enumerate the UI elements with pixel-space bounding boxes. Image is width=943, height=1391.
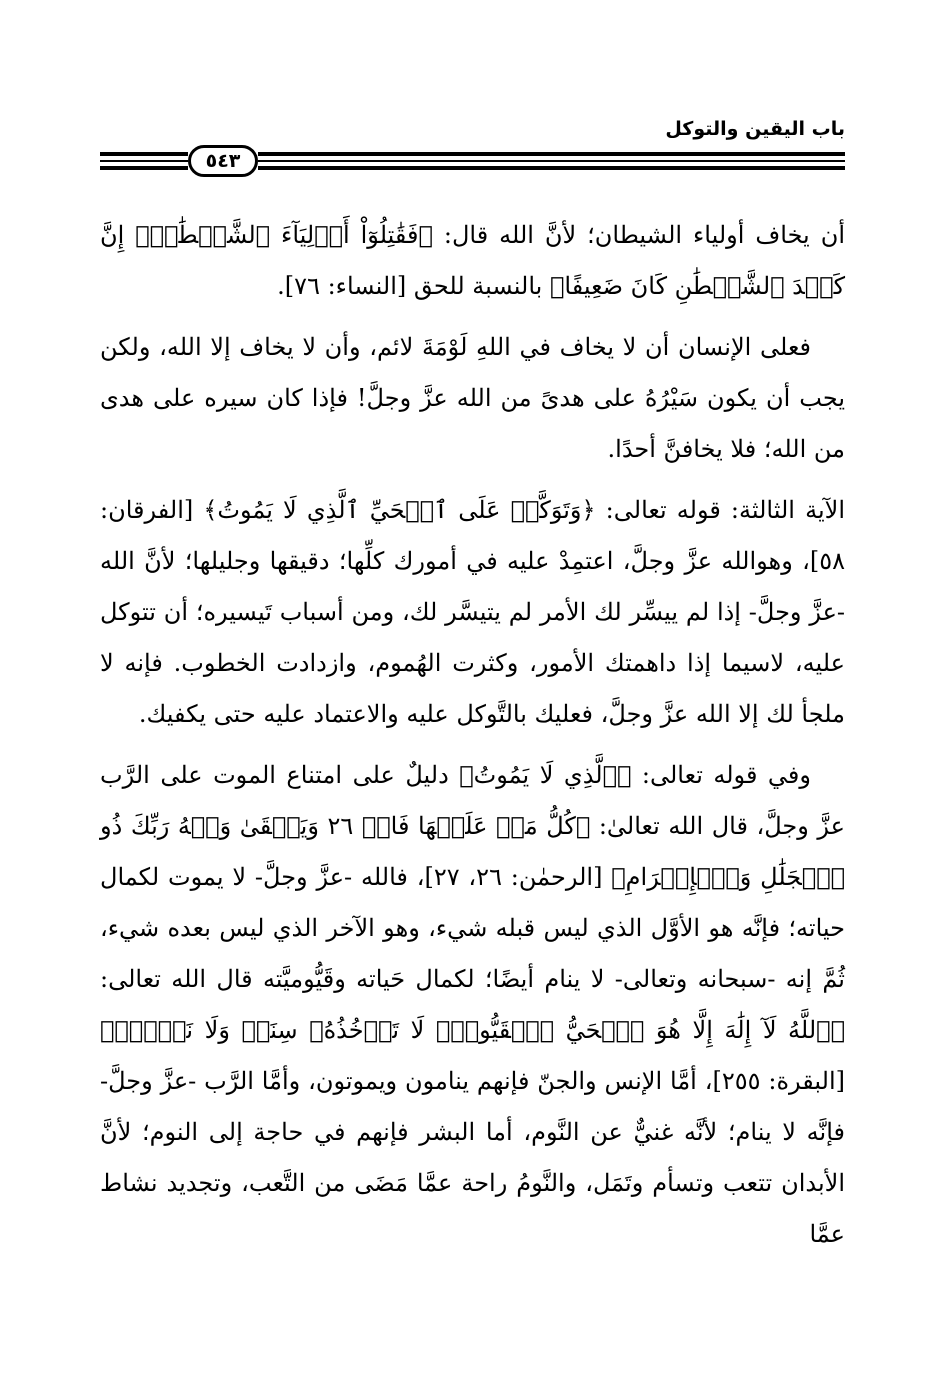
page-number: ٥٤٣ [188, 145, 258, 177]
chapter-title: باب اليقين والتوكل [665, 118, 845, 140]
paragraph: الآية الثالثة: قوله تعالى: ﴿وَتَوَكَّلۡ عَلَى ٱلۡحَيِّ ٱلَّذِي لَا يَمُوتُ﴾ [الفرقان: ٥٨]، وهوالله عزَّ وجلَّ، اعتمِدْ عليه في أمورك كلِّها؛ دقيقها وجليلها؛ لأنَّ الله -عزَّ وجلَّ- إذا لم ييسِّر لك الأمر لم يتيسَّر لك، ومن أسباب تَيسيره؛ أن تتوكل عليه، لاسيما إذا داهمتك الأمور، وكثرت الهُموم، وازدادت الخطوب. فإنه لا ملجأ لك إلا الله عزَّ وجلَّ، فعليك بالتَّوكل عليه والاعتماد عليه حتى يكفيك. [100, 496, 845, 728]
paragraph: وفي قوله تعالى: ﴿ٱلَّذِي لَا يَمُوتُ﴾ دليلٌ على امتناع الموت على الرَّب عزَّ وجلَّ، قال الله تعالىٰ: ﴿كُلُّ مَنۡ عَلَيۡهَا فَانٖ ٢٦ وَيَبۡقَىٰ وَجۡهُ رَبِّكَ ذُو ٱلۡجَلَٰلِ وَٱلۡإِكۡرَامِ﴾ [الرحمٰن: ٢٦، ٢٧]، فالله -عزَّ وجلَّ- لا يموت لكمال حياته؛ فإنَّه هو الأوَّل الذي ليس قبله شيء، وهو الآخر الذي ليس بعده شيء، ثُمَّ إنه -سبحانه وتعالى- لا ينام أيضًا؛ لكمال حَياته وقَيُّوميَّته قال الله تعالى: ﴿ٱللَّهُ لَآ إِلَٰهَ إِلَّا هُوَ ٱلۡحَيُّ ٱلۡقَيُّومُۚ لَا تَأۡخُذُهُۥ سِنَةٞ وَلَا نَوۡمٞۚ﴾ [البقرة: ٢٥٥]، أمَّا الإنس والجنّ فإنهم ينامون ويموتون، وأمَّا الرَّب -عزَّ وجلَّ- فإنَّه لا ينام؛ لأنَّه غنيٌّ عن النَّوم، أما البشر فإنهم في حاجة إلى النوم؛ لأنَّ الأبدان تتعب وتسأم وتَمَل، والنَّومُ راحة عمَّا مَضَى من التَّعب، وتجديد نشاط عمَّا [100, 761, 845, 1248]
header-rule [100, 160, 188, 162]
page-header [100, 118, 845, 178]
header-rule [100, 152, 188, 156]
paragraph: فعلى الإنسان أن لا يخاف في اللهِ لَوْمَةَ لائم، وأن لا يخاف إلا الله، ولكن يجب أن يكون سَيْرُهُ على هدىً من الله عزَّ وجلَّ! فإذا كان سيره على هدى من الله؛ فلا يخافنَّ أحدًا. [100, 333, 845, 463]
header-rule [258, 166, 845, 170]
paragraph: أن يخاف أولياء الشيطان؛ لأنَّ الله قال: ﴿فَقَٰتِلُوٓاْ أَوۡلِيَآءَ ٱلشَّيۡطَٰنِۖ إِنَّ كَيۡدَ ٱلشَّيۡطَٰنِ كَانَ ضَعِيفًا﴾ بالنسبة للحق [النساء: ٧٦]. [100, 221, 845, 300]
header-rule [258, 160, 845, 162]
body-text [100, 210, 845, 1270]
header-rule [100, 166, 188, 170]
header-rule [258, 152, 845, 156]
